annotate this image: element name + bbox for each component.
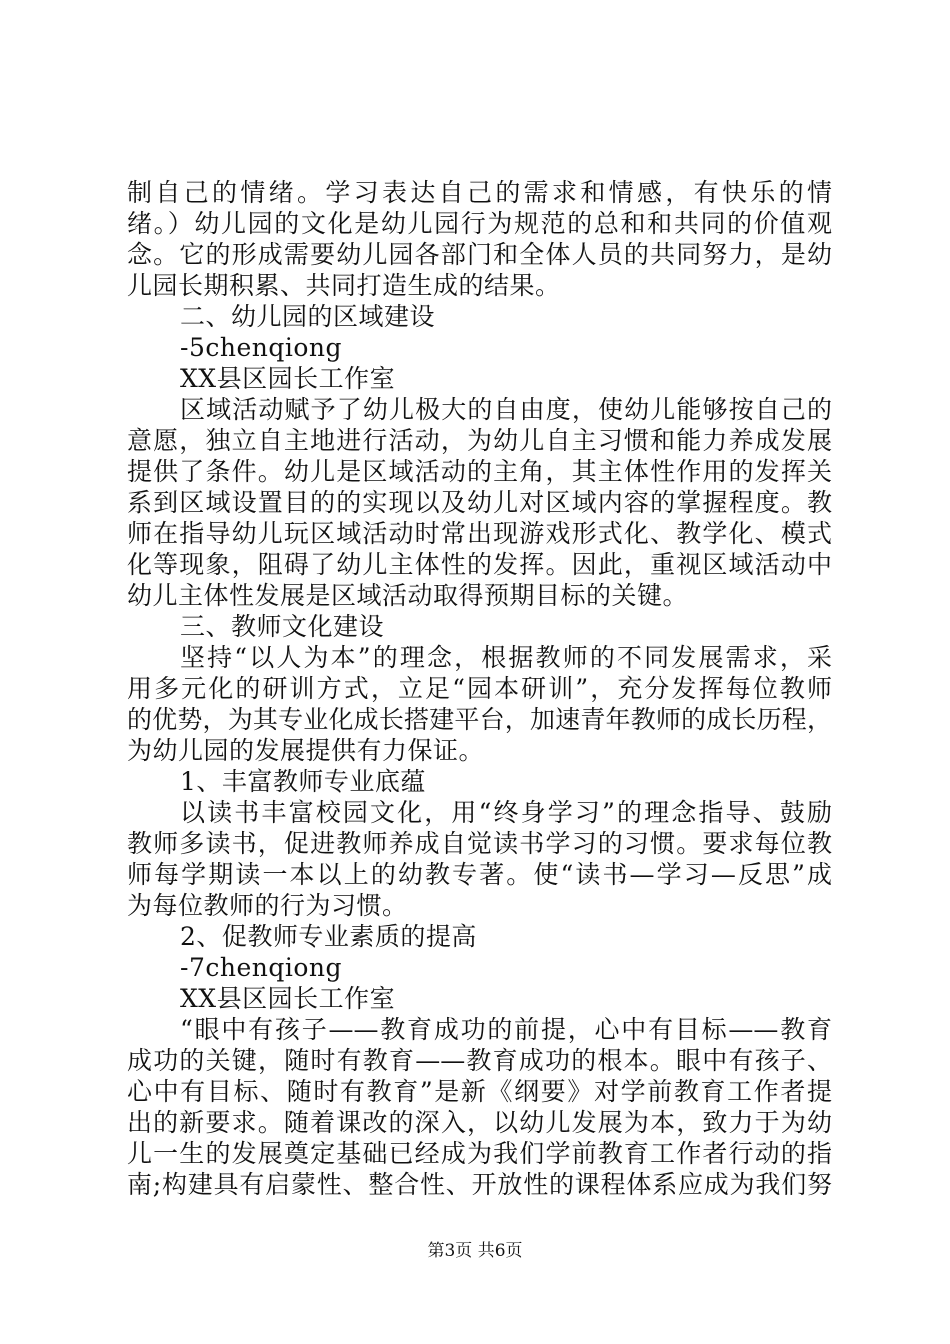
text-line: -5chenqiong: [180, 333, 343, 362]
text-line: 化等现象，阻碍了幼儿主体性的发挥。因此，重视区域活动中: [127, 550, 832, 579]
page-number: 第3页 共6页: [427, 1241, 523, 1261]
text-line: XX县区园长工作室: [180, 364, 396, 393]
text-line: 师每学期读一本以上的幼教专著。使“读书—学习—反思”成: [127, 860, 832, 889]
text-line: 心中有目标、随时有教育”是新《纲要》对学前教育工作者提: [127, 1077, 832, 1106]
text-line: -7chenqiong: [180, 953, 343, 982]
text-line: 为每位教师的行为习惯。: [127, 891, 408, 920]
text-line: 2、促教师专业素质的提高: [180, 922, 477, 951]
text-line: 为幼儿园的发展提供有力保证。: [127, 736, 485, 765]
text-line: 儿园长期积累、共同打造生成的结果。: [127, 271, 561, 300]
text-line: 以读书丰富校园文化，用“终身学习”的理念指导、鼓励: [180, 798, 832, 827]
text-line: 儿一生的发展奠定基础已经成为我们学前教育工作者行动的指: [127, 1139, 832, 1168]
text-line: 系到区域设置目的的实现以及幼儿对区域内容的掌握程度。教: [127, 488, 832, 517]
text-line: 意愿，独立自主地进行活动，为幼儿自主习惯和能力养成发展: [127, 426, 832, 455]
text-line: 三、教师文化建设: [180, 612, 385, 641]
text-line: 念。它的形成需要幼儿园各部门和全体人员的共同努力，是幼: [127, 240, 832, 269]
text-line: 幼儿主体性发展是区域活动取得预期目标的关键。: [127, 581, 689, 610]
document-body: [127, 177, 832, 1200]
text-line: 教师多读书，促进教师养成自觉读书学习的习惯。要求每位教: [127, 829, 832, 858]
text-line: 用多元化的研训方式，立足“园本研训”，充分发挥每位教师: [127, 674, 832, 703]
text-line: 1、丰富教师专业底蕴: [180, 767, 426, 796]
text-line: 提供了条件。幼儿是区域活动的主角，其主体性作用的发挥关: [127, 457, 832, 486]
text-line: “眼中有孩子——教育成功的前提，心中有目标——教育: [180, 1015, 832, 1044]
text-line: 区域活动赋予了幼儿极大的自由度，使幼儿能够按自己的: [180, 395, 832, 424]
text-line: 制自己的情绪。学习表达自己的需求和情感，有快乐的情: [127, 178, 832, 207]
text-line: 二、幼儿园的区域建设: [180, 302, 436, 331]
text-line: XX县区园长工作室: [180, 984, 396, 1013]
text-line: 坚持“以人为本”的理念，根据教师的不同发展需求，采: [180, 643, 832, 672]
text-line: 南;构建具有启蒙性、整合性、开放性的课程体系应成为我们努: [127, 1170, 832, 1199]
text-line: 师在指导幼儿玩区域活动时常出现游戏形式化、教学化、模式: [127, 519, 832, 548]
text-line: 出的新要求。随着课改的深入，以幼儿发展为本，致力于为幼: [127, 1108, 832, 1137]
text-line: 绪。）幼儿园的文化是幼儿园行为规范的总和和共同的价值观: [127, 209, 832, 238]
text-line: 的优势，为其专业化成长搭建平台，加速青年教师的成长历程，: [127, 705, 832, 734]
text-line: 成功的关键，随时有教育——教育成功的根本。眼中有孩子、: [127, 1046, 832, 1075]
